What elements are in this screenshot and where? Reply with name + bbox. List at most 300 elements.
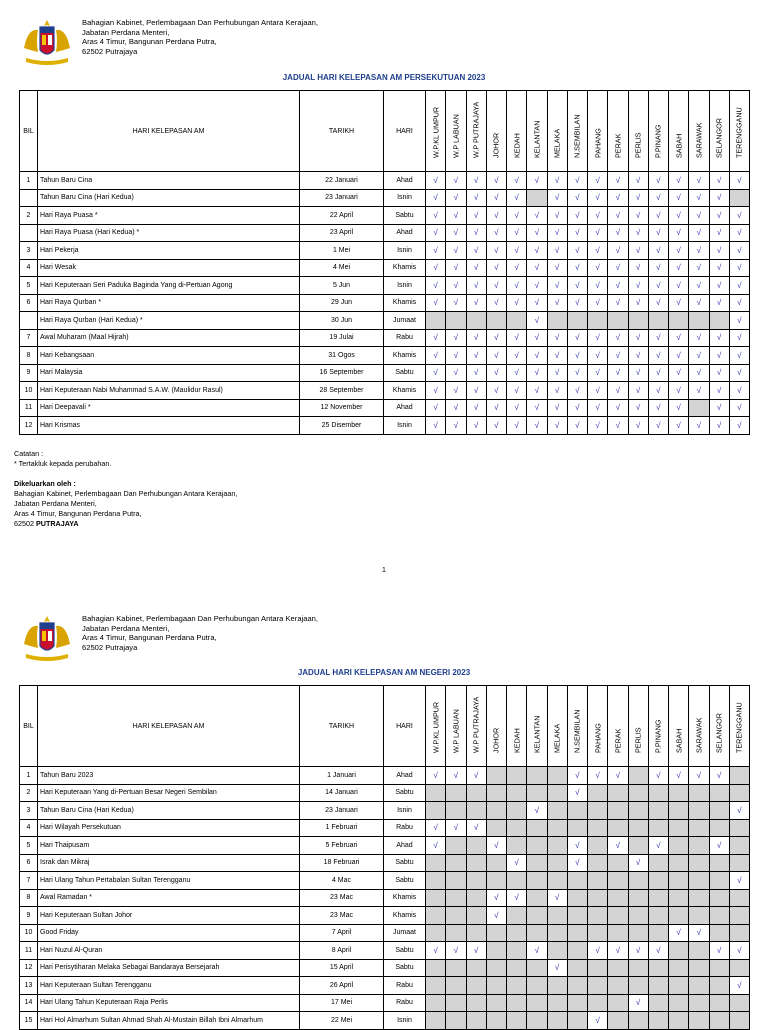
tick-cell: √ [709,294,729,312]
tick-cell: √ [669,277,689,295]
no-holiday-cell [608,977,628,995]
table-row [20,364,750,382]
tick-cell: √ [547,277,567,295]
tick-cell: √ [486,329,506,347]
tick-cell: √ [486,907,506,925]
tick-cell: √ [446,189,466,207]
no-holiday-cell [567,924,587,942]
no-holiday-cell [729,1012,749,1030]
no-holiday-cell [426,312,446,330]
tick-cell: √ [567,207,587,225]
tick-cell: √ [446,207,466,225]
state-name: SARAWAK [694,122,704,158]
tick-cell: √ [669,172,689,190]
tick-cell: √ [507,364,527,382]
no-holiday-cell [446,994,466,1012]
col-header-date: TARIKH [300,91,384,172]
no-holiday-cell [689,1012,709,1030]
col-header-state [527,91,547,172]
no-holiday-cell [567,312,587,330]
tick-cell: √ [486,364,506,382]
tick-cell: √ [446,819,466,837]
no-holiday-cell [689,942,709,960]
tick-cell: √ [588,242,608,260]
no-holiday-cell [466,924,486,942]
tick-cell: √ [709,767,729,785]
no-holiday-cell [648,872,668,890]
no-holiday-cell [466,802,486,820]
tick-cell: √ [486,277,506,295]
no-holiday-cell [729,907,749,925]
tick-cell: √ [628,417,648,435]
tick-cell: √ [669,399,689,417]
tick-cell: √ [446,242,466,260]
holiday-date: 29 Jun [300,294,384,312]
no-holiday-cell [628,959,648,977]
no-holiday-cell [608,872,628,890]
tick-cell: √ [446,942,466,960]
row-number: 8 [20,889,38,907]
col-header-state [729,686,749,767]
tick-cell: √ [628,224,648,242]
tick-cell: √ [689,924,709,942]
tick-cell: √ [527,224,547,242]
no-holiday-cell [628,924,648,942]
holiday-day: Rabu [384,994,426,1012]
col-header-state [608,686,628,767]
tick-cell: √ [547,207,567,225]
tick-cell: √ [486,189,506,207]
holiday-date: 16 September [300,364,384,382]
table-row [20,907,750,925]
no-holiday-cell [547,1012,567,1030]
no-holiday-cell [709,819,729,837]
holiday-day: Sabtu [384,364,426,382]
holiday-name: Hari Keputeraan Sultan Terengganu [38,977,300,995]
tick-cell: √ [466,277,486,295]
tick-cell: √ [709,364,729,382]
no-holiday-cell [689,802,709,820]
holiday-date: 15 April [300,959,384,977]
no-holiday-cell [446,889,466,907]
no-holiday-cell [669,994,689,1012]
no-holiday-cell [486,942,506,960]
no-holiday-cell [567,802,587,820]
no-holiday-cell [507,312,527,330]
holiday-date: 1 Mei [300,242,384,260]
issued-by-line: Bahagian Kabinet, Perlembagaan Dan Perhubungan Antara Kerajaan, [14,489,238,498]
holiday-day: Khamis [384,294,426,312]
issuer-line: Aras 4 Timur, Bangunan Perdana Putra, [82,633,217,643]
no-holiday-cell [669,907,689,925]
tick-cell: √ [648,399,668,417]
tick-cell: √ [547,889,567,907]
no-holiday-cell [669,837,689,855]
tick-cell: √ [507,399,527,417]
holiday-day: Isnin [384,1012,426,1030]
tick-cell: √ [648,277,668,295]
no-holiday-cell [628,819,648,837]
tick-cell: √ [628,942,648,960]
tick-cell: √ [669,382,689,400]
table-row [20,784,750,802]
issued-by-label: Dikeluarkan oleh : [14,479,76,488]
no-holiday-cell [628,907,648,925]
tick-cell: √ [669,259,689,277]
no-holiday-cell [446,784,466,802]
holiday-date: 23 Januari [300,802,384,820]
tick-cell: √ [588,347,608,365]
tick-cell: √ [608,399,628,417]
col-header-state [567,91,587,172]
holiday-day: Rabu [384,977,426,995]
tick-cell: √ [426,417,446,435]
tick-cell: √ [628,854,648,872]
tick-cell: √ [608,207,628,225]
issued-by-line: Jabatan Perdana Menteri, [14,499,97,508]
no-holiday-cell [426,854,446,872]
no-holiday-cell [547,924,567,942]
no-holiday-cell [507,819,527,837]
row-number: 7 [20,329,38,347]
no-holiday-cell [729,854,749,872]
col-header-day: HARI [384,91,426,172]
holiday-date: 28 September [300,382,384,400]
tick-cell: √ [729,364,749,382]
table-row [20,294,750,312]
holiday-day: Isnin [384,189,426,207]
tick-cell: √ [588,767,608,785]
tick-cell: √ [628,207,648,225]
no-holiday-cell [527,959,547,977]
tick-cell: √ [507,189,527,207]
tick-cell: √ [608,347,628,365]
tick-cell: √ [426,382,446,400]
tick-cell: √ [669,364,689,382]
state-name: P.PINANG [653,719,663,753]
no-holiday-cell [567,819,587,837]
no-holiday-cell [507,802,527,820]
col-header-state [709,686,729,767]
no-holiday-cell [486,819,506,837]
row-number: 3 [20,802,38,820]
state-name: MELAKA [552,723,562,753]
tick-cell: √ [669,242,689,260]
tick-cell: √ [527,347,547,365]
holiday-date: 1 Februari [300,819,384,837]
no-holiday-cell [466,959,486,977]
tick-cell: √ [527,417,547,435]
no-holiday-cell [567,907,587,925]
tick-cell: √ [466,224,486,242]
tick-cell: √ [628,399,648,417]
no-holiday-cell [588,889,608,907]
col-header-state [588,686,608,767]
holiday-date: 1 Januari [300,767,384,785]
holiday-name: Hari Deepavali * [38,399,300,417]
tick-cell: √ [446,417,466,435]
holiday-name: Hari Thaipusam [38,837,300,855]
tick-cell: √ [547,959,567,977]
tick-cell: √ [709,259,729,277]
tick-cell: √ [628,382,648,400]
state-name: SARAWAK [694,717,704,753]
no-holiday-cell [648,312,668,330]
tick-cell: √ [527,259,547,277]
tick-cell: √ [729,277,749,295]
row-number: 13 [20,977,38,995]
holiday-date: 23 Mac [300,907,384,925]
holiday-day: Ahad [384,837,426,855]
tick-cell: √ [466,417,486,435]
tick-cell: √ [466,942,486,960]
tick-cell: √ [608,417,628,435]
tick-cell: √ [689,767,709,785]
no-holiday-cell [729,837,749,855]
no-holiday-cell [527,837,547,855]
no-holiday-cell [527,189,547,207]
col-header-state [446,686,466,767]
no-holiday-cell [588,907,608,925]
no-holiday-cell [527,767,547,785]
col-header-state [648,686,668,767]
no-holiday-cell [608,854,628,872]
row-number: 5 [20,277,38,295]
tick-cell: √ [466,172,486,190]
tick-cell: √ [689,259,709,277]
no-holiday-cell [729,959,749,977]
notes-label: Catatan : [14,449,44,458]
row-number [20,189,38,207]
holiday-name: Hari Kebangsaan [38,347,300,365]
holiday-date: 30 Jun [300,312,384,330]
tick-cell: √ [426,189,446,207]
tick-cell: √ [446,277,466,295]
tick-cell: √ [669,767,689,785]
col-header-state [466,686,486,767]
holiday-name: Hari Raya Puasa * [38,207,300,225]
no-holiday-cell [709,924,729,942]
table-row [20,994,750,1012]
holiday-name: Hari Ulang Tahun Pertabalan Sultan Terengganu [38,872,300,890]
col-header-state [547,91,567,172]
no-holiday-cell [426,1012,446,1030]
no-holiday-cell [567,872,587,890]
tick-cell: √ [588,1012,608,1030]
no-holiday-cell [709,994,729,1012]
holiday-name: Hari Keputeraan Seri Paduka Baginda Yang di-Pertuan Agong [38,277,300,295]
no-holiday-cell [709,872,729,890]
no-holiday-cell [507,767,527,785]
col-header-bil: BIL [20,91,38,172]
tick-cell: √ [466,364,486,382]
row-number: 9 [20,907,38,925]
table-row [20,854,750,872]
row-number: 3 [20,242,38,260]
tick-cell: √ [588,382,608,400]
tick-cell: √ [507,277,527,295]
page-number: 1 [382,567,386,574]
holiday-name: Hari Ulang Tahun Keputeraan Raja Perlis [38,994,300,1012]
row-number: 2 [20,207,38,225]
tick-cell: √ [588,189,608,207]
tick-cell: √ [608,259,628,277]
tick-cell: √ [426,329,446,347]
tick-cell: √ [466,207,486,225]
no-holiday-cell [547,977,567,995]
holiday-day: Isnin [384,242,426,260]
no-holiday-cell [689,959,709,977]
tick-cell: √ [608,172,628,190]
tick-cell: √ [527,942,547,960]
issued-by-line: Aras 4 Timur, Bangunan Perdana Putra, [14,509,142,518]
no-holiday-cell [628,837,648,855]
table-row [20,224,750,242]
state-name: KELANTAN [532,120,542,158]
state-name: P.PINANG [653,124,663,158]
no-holiday-cell [588,959,608,977]
table-row [20,977,750,995]
no-holiday-cell [648,802,668,820]
tick-cell: √ [547,259,567,277]
tick-cell: √ [486,207,506,225]
tick-cell: √ [527,382,547,400]
col-header-state [608,91,628,172]
no-holiday-cell [486,767,506,785]
no-holiday-cell [608,784,628,802]
table-row [20,1012,750,1030]
no-holiday-cell [588,977,608,995]
holiday-date: 23 Januari [300,189,384,207]
no-holiday-cell [527,819,547,837]
tick-cell: √ [567,224,587,242]
table-row [20,382,750,400]
tick-cell: √ [567,854,587,872]
no-holiday-cell [648,784,668,802]
table-row [20,259,750,277]
tick-cell: √ [689,242,709,260]
no-holiday-cell [486,872,506,890]
no-holiday-cell [689,819,709,837]
tick-cell: √ [567,417,587,435]
tick-cell: √ [729,942,749,960]
tick-cell: √ [486,224,506,242]
col-header-bil: BIL [20,686,38,767]
tick-cell: √ [466,382,486,400]
no-holiday-cell [466,889,486,907]
no-holiday-cell [648,977,668,995]
no-holiday-cell [729,819,749,837]
issuer-header [18,18,318,66]
state-name: SELANGOR [714,118,724,158]
row-number: 5 [20,837,38,855]
col-header-state [466,91,486,172]
no-holiday-cell [608,994,628,1012]
tick-cell: √ [486,259,506,277]
no-holiday-cell [446,977,466,995]
holiday-name: Hari Nuzul Al-Quran [38,942,300,960]
tick-cell: √ [689,417,709,435]
holiday-name: Hari Wesak [38,259,300,277]
no-holiday-cell [689,854,709,872]
tick-cell: √ [669,924,689,942]
no-holiday-cell [669,312,689,330]
row-number: 4 [20,819,38,837]
no-holiday-cell [709,889,729,907]
state-holiday-table [19,685,750,1030]
state-name: TERENGGANU [734,107,744,158]
tick-cell: √ [527,802,547,820]
tick-cell: √ [588,172,608,190]
tick-cell: √ [486,399,506,417]
tick-cell: √ [486,242,506,260]
no-holiday-cell [426,959,446,977]
tick-cell: √ [648,767,668,785]
state-name: W.P PUTRAJAYA [471,696,481,753]
no-holiday-cell [669,819,689,837]
holiday-name: Hari Keputeraan Nabi Muhammad S.A.W. (Maulidur Rasul) [38,382,300,400]
table-row [20,837,750,855]
table-row [20,417,750,435]
tick-cell: √ [608,277,628,295]
tick-cell: √ [527,399,547,417]
no-holiday-cell [446,802,466,820]
no-holiday-cell [669,802,689,820]
issuer-line: Jabatan Perdana Menteri, [82,27,170,37]
table-row [20,277,750,295]
no-holiday-cell [426,977,446,995]
tick-cell: √ [547,224,567,242]
tick-cell: √ [628,294,648,312]
col-header-state [426,91,446,172]
issuer-line: 62502 Putrajaya [82,46,138,56]
tick-cell: √ [567,364,587,382]
tick-cell: √ [729,802,749,820]
state-name: SABAH [674,728,684,753]
no-holiday-cell [729,784,749,802]
tick-cell: √ [466,399,486,417]
tick-cell: √ [466,347,486,365]
no-holiday-cell [588,784,608,802]
tick-cell: √ [628,189,648,207]
table-row [20,312,750,330]
holiday-day: Rabu [384,819,426,837]
tick-cell: √ [648,172,668,190]
tick-cell: √ [426,224,446,242]
no-holiday-cell [547,942,567,960]
holiday-name: Awal Ramadan * [38,889,300,907]
holiday-date: 25 Disember [300,417,384,435]
tick-cell: √ [628,242,648,260]
holiday-date: 19 Julai [300,329,384,347]
no-holiday-cell [588,312,608,330]
tick-cell: √ [729,399,749,417]
tick-cell: √ [608,294,628,312]
no-holiday-cell [729,889,749,907]
tick-cell: √ [628,994,648,1012]
tick-cell: √ [648,364,668,382]
tick-cell: √ [709,382,729,400]
tick-cell: √ [466,329,486,347]
holiday-day: Sabtu [384,942,426,960]
tick-cell: √ [669,294,689,312]
holiday-day: Ahad [384,224,426,242]
col-header-state [669,686,689,767]
no-holiday-cell [547,837,567,855]
no-holiday-cell [446,854,466,872]
holiday-date: 22 Mei [300,1012,384,1030]
no-holiday-cell [669,942,689,960]
